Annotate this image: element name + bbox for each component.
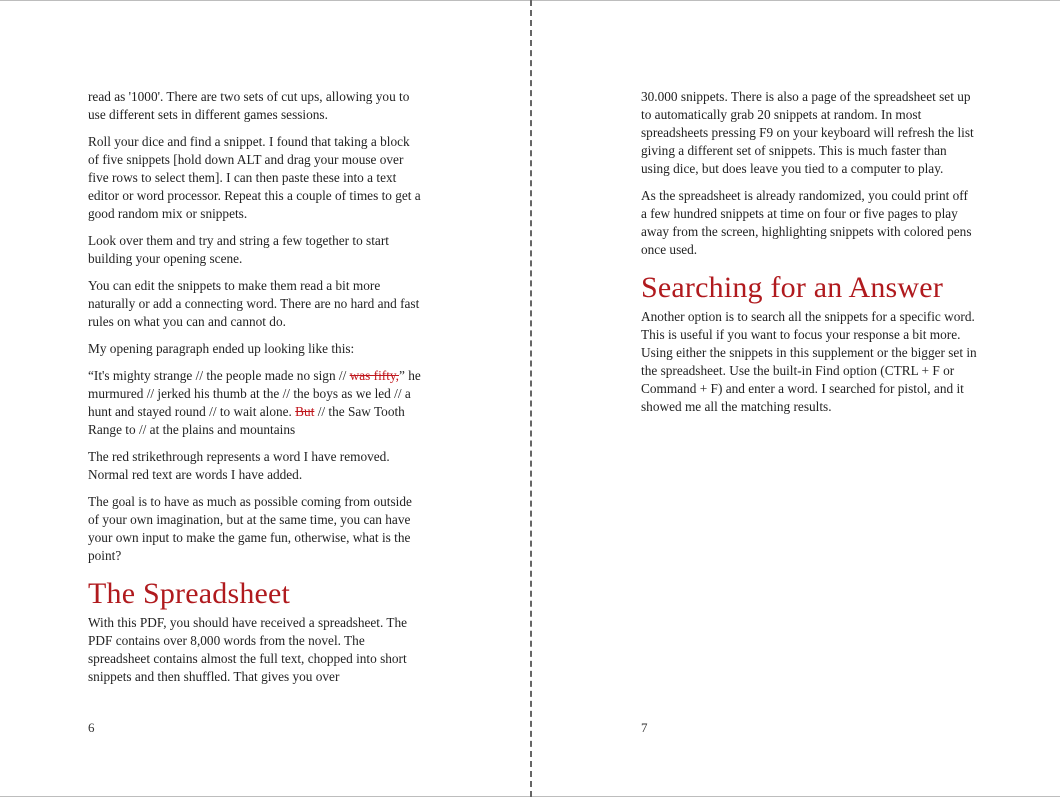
paragraph: Look over them and try and string a few together to start building your opening scene. (88, 233, 389, 266)
paragraph: You can edit the snippets to make them read a bit more naturally or add a connecting word. There are no hard and fast rules on what you can and cannot do. (88, 278, 420, 329)
example-text: “It's mighty strange // the people made no sign // (88, 368, 350, 383)
paragraph: My opening paragraph ended up looking like this: (88, 341, 355, 356)
strikethrough-text: was fifty, (349, 368, 399, 383)
section-heading: The Spreadsheet (88, 577, 291, 610)
section-heading: Searching for an Answer (641, 271, 944, 304)
paragraph: With this PDF, you should have received a spreadsheet. The PDF contains over 8,000 words from the novel. The spreadsheet contains almost the full text, chopped into short snippets and then shuffled. That gives you over (88, 615, 408, 684)
right-page (641, 88, 977, 425)
paragraph: Roll your dice and find a snippet. I found that taking a block of five snippets [hold down ALT and drag your mouse over five rows to select them]. I can then paste these into a text editor or word processor. Repeat this a couple of times to get a good random mix or snippets. (88, 134, 421, 221)
strikethrough-text: But (295, 404, 315, 419)
left-page (88, 88, 424, 695)
example-paragraph (88, 367, 424, 439)
paragraph: As the spreadsheet is already randomized, you could print off a few hundred snippets at time on four or five pages to play away from the screen, highlighting snippets with colored pens once used. (641, 188, 972, 257)
page-number: 6 (88, 720, 95, 735)
paragraph: The goal is to have as much as possible coming from outside of your own imagination, but at the same time, you can have your own input to make the game fun, otherwise, what is the point? (88, 494, 412, 563)
paragraph: read as '1000'. There are two sets of cut ups, allowing you to use different sets in different games sessions. (88, 89, 410, 122)
paragraph: 30.000 snippets. There is also a page of the spreadsheet set up to automatically grab 20 snippets at random. In most spreadsheets pressing F9 on your keyboard will refresh the list giving a different set of snippets. This is much faster than using dice, but does leave you tied to a computer to play. (641, 89, 974, 176)
example-text: ” he murmured // jerked his thumb at the // the boys as we led // a hunt and stayed round // to wait alone. (88, 368, 421, 419)
paragraph: Another option is to search all the snippets for a specific word. This is useful if you want to focus your response a bit more. Using either the snippets in this supplement or the bigger set in the spreadsheet. Use the built-in Find option (CTRL + F or Command + F) and enter a word. I searched for pistol, and it showed me all the matching results. (641, 309, 977, 414)
example-text: // the Saw Tooth Range to // at the plains and mountains (88, 404, 405, 437)
page-divider (530, 0, 532, 797)
page-number: 7 (641, 720, 648, 735)
paragraph: The red strikethrough represents a word I have removed. Normal red text are words I have added. (88, 449, 390, 482)
